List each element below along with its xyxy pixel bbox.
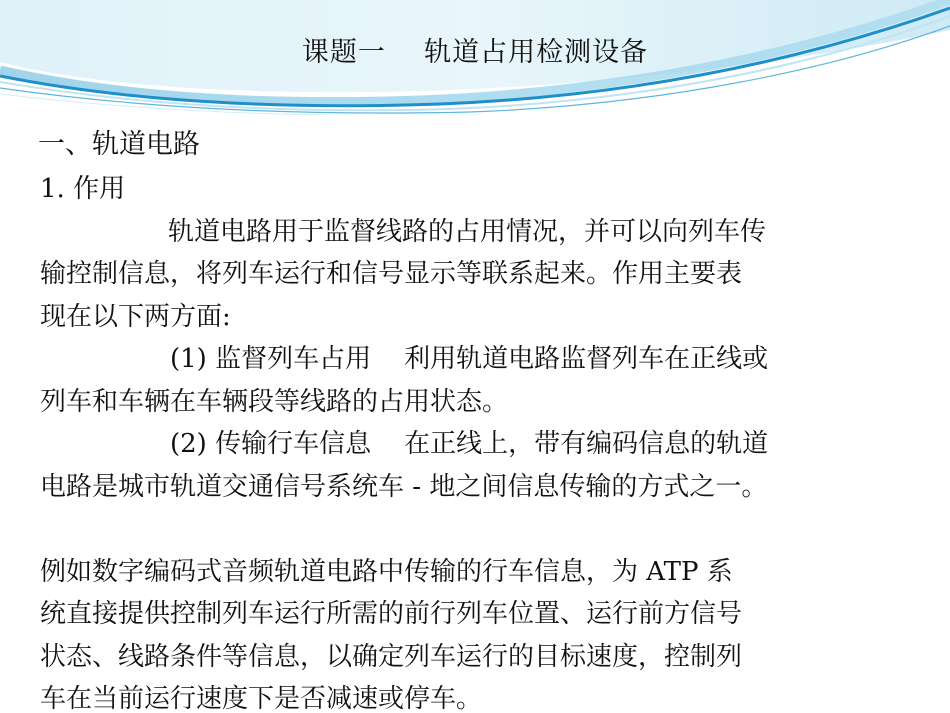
paragraph-line: (1) 监督列车占用 利用轨道电路监督列车在正线或 xyxy=(170,344,769,374)
blank-line xyxy=(40,508,910,551)
paragraph-line: 现在以下两方面: xyxy=(40,301,231,332)
paragraph-line: 车在当前运行速度下是否减速或停车。 xyxy=(40,684,483,713)
slide-title: 课题一 轨道占用检测设备 xyxy=(301,37,649,68)
paragraph-line: 状态、线路条件等信息，以确定列车运行的目标速度，控制列 xyxy=(40,641,743,672)
paragraph-line: 电路是城市轨道交通信号系统车 - 地之间信息传输的方式之一。 xyxy=(40,471,768,502)
paragraph-line: 统直接提供控制列车运行所需的前行列车位置、运行前方信号 xyxy=(40,599,743,629)
subheading: 1. 作用 xyxy=(40,174,126,204)
body-text xyxy=(40,168,910,713)
section-heading: 一、轨道电路 xyxy=(38,129,200,160)
paragraph-line: 轨道电路用于监督线路的占用情况，并可以向列车传 xyxy=(168,216,767,247)
paragraph-line: 例如数字编码式音频轨道电路中传输的行车信息，为 ATP 系 xyxy=(40,556,733,587)
paragraph-line: 输控制信息，将列车运行和信号显示等联系起来。作用主要表 xyxy=(40,259,743,289)
paragraph-line: (2) 传输行车信息 在正线上，带有编码信息的轨道 xyxy=(170,429,769,459)
paragraph-line: 列车和车辆在车辆段等线路的占用状态。 xyxy=(40,386,509,417)
